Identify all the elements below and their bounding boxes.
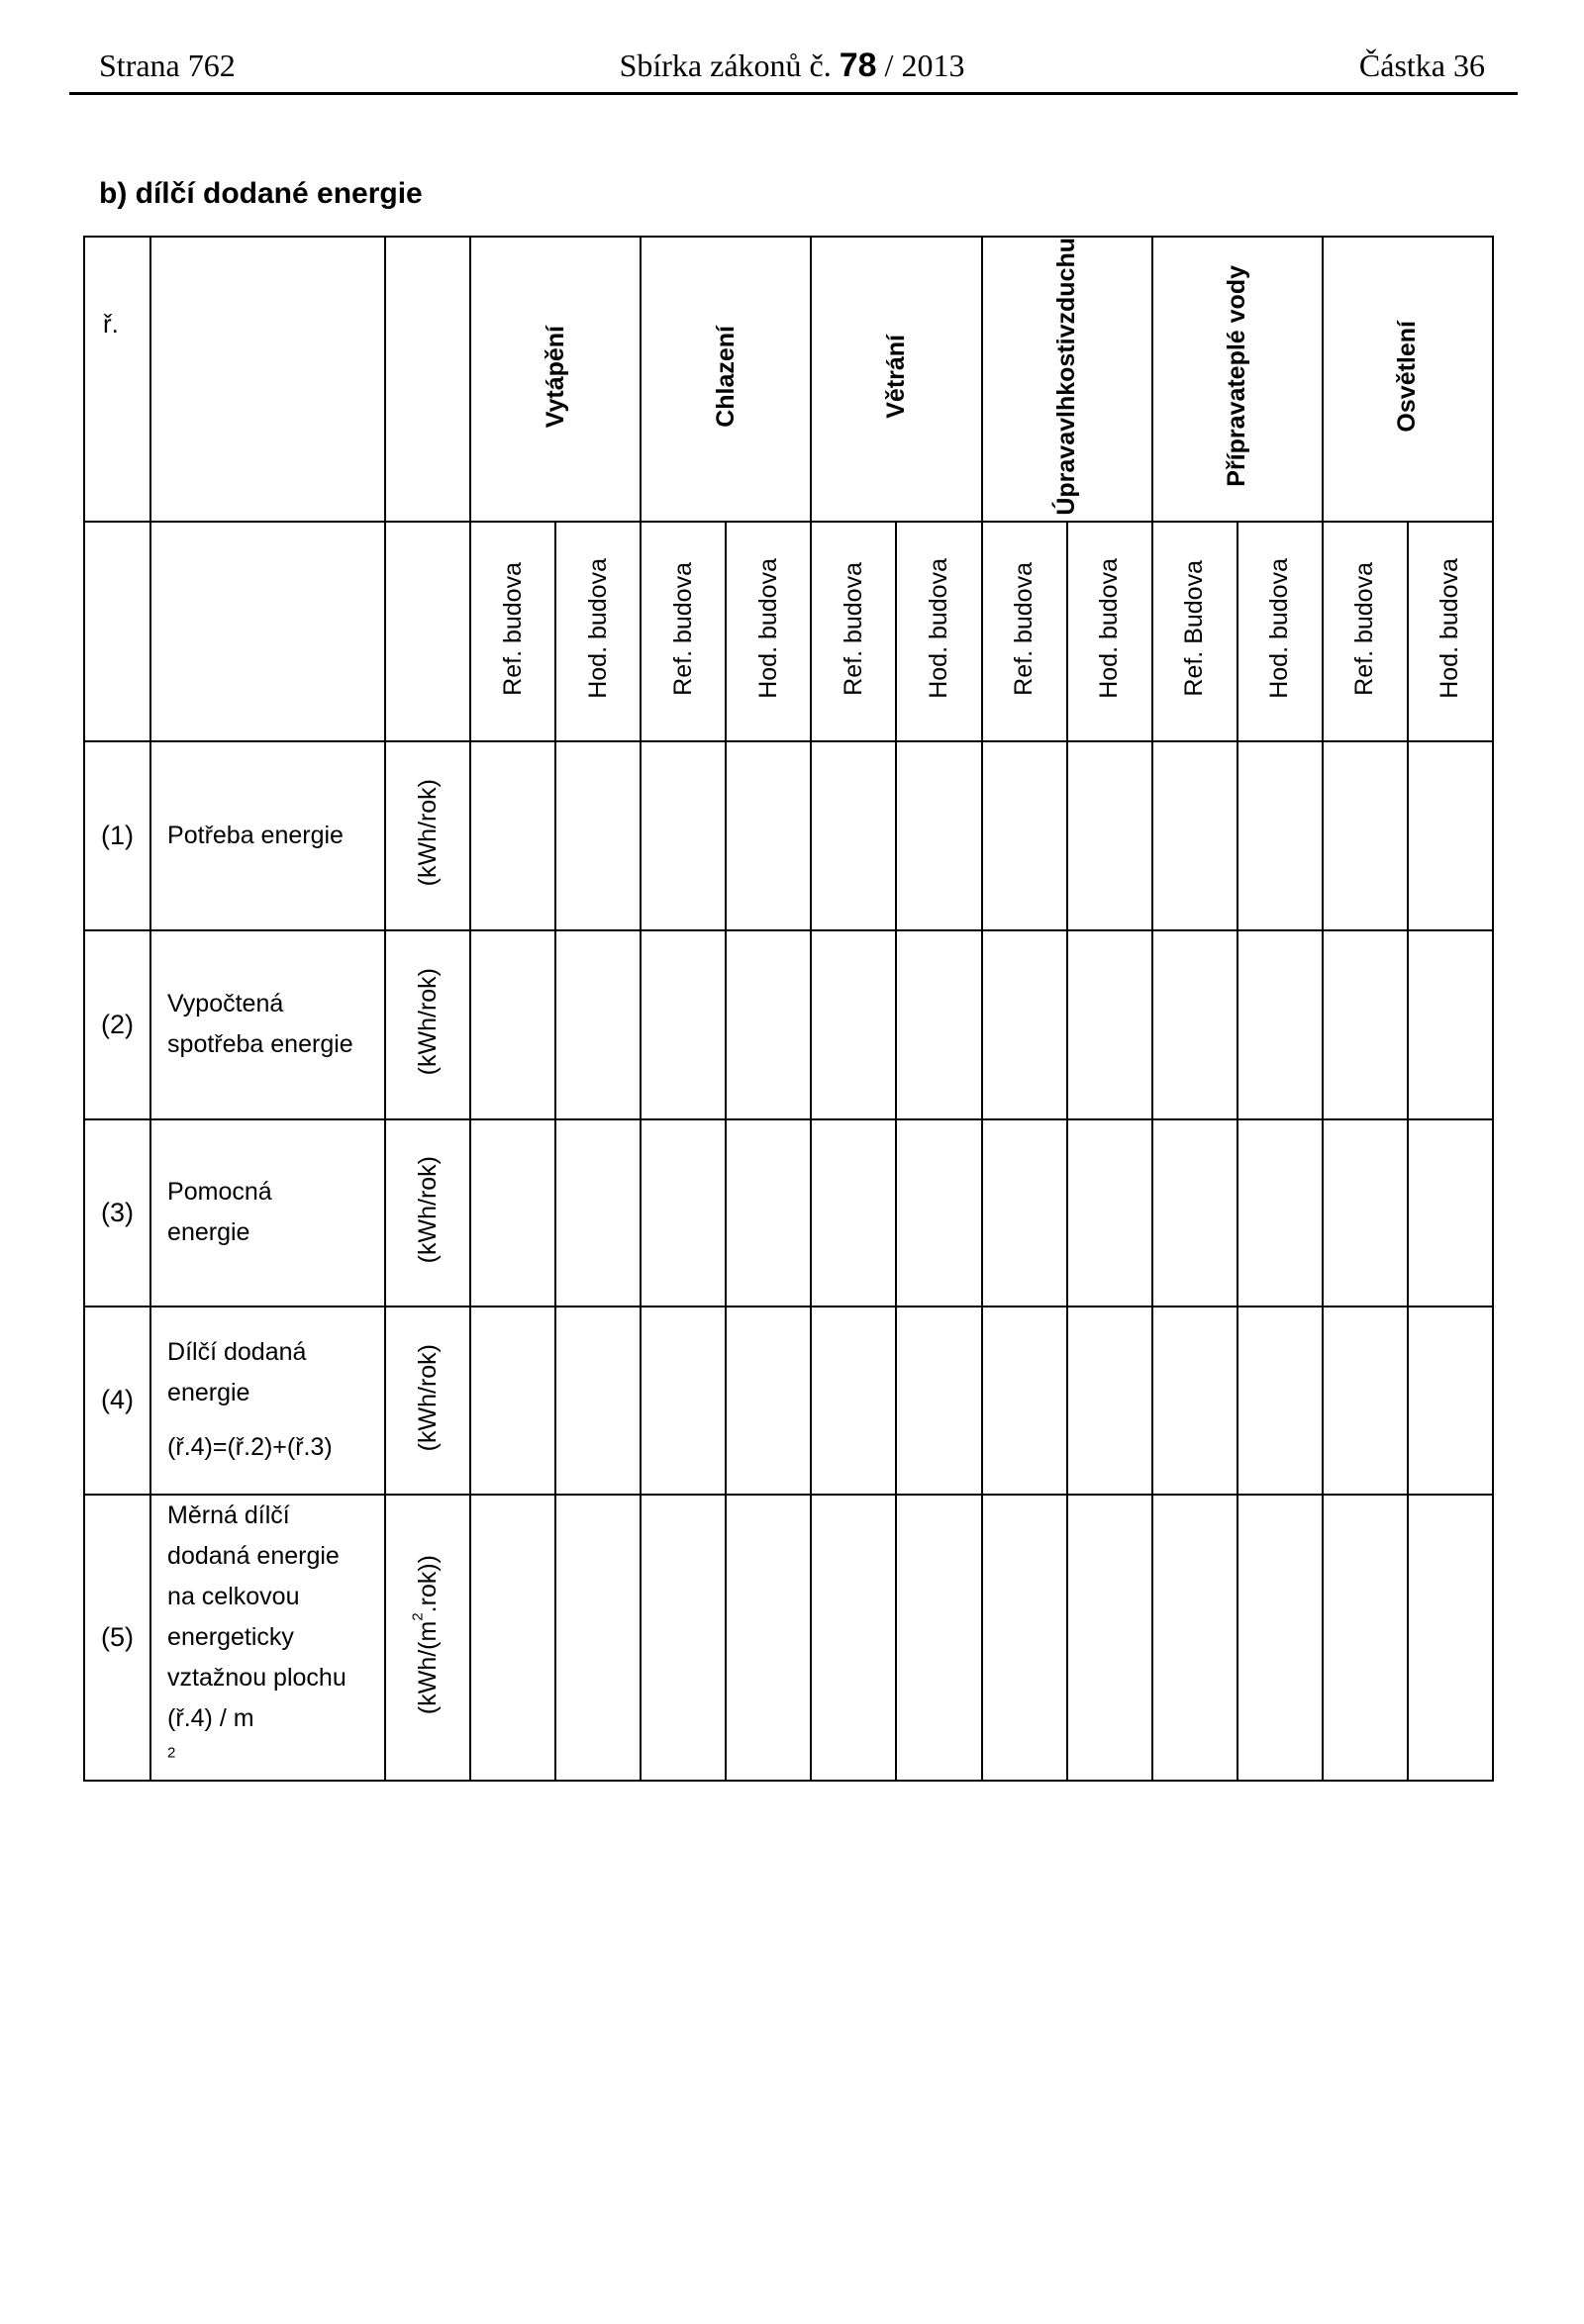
subheader-blank	[150, 522, 385, 741]
subheader-hod: Hod. budova	[896, 522, 981, 741]
value-cell[interactable]	[982, 1119, 1067, 1307]
value-cell[interactable]	[470, 1307, 555, 1495]
subheader-ref: Ref. budova	[1323, 522, 1408, 741]
table-row	[84, 930, 1493, 1119]
value-cell[interactable]	[1238, 741, 1323, 930]
value-cell[interactable]	[896, 1495, 981, 1781]
value-cell[interactable]	[1323, 930, 1408, 1119]
value-cell[interactable]	[555, 1307, 641, 1495]
row-label: Vypočtená spotřeba energie	[150, 930, 385, 1119]
value-cell[interactable]	[811, 1119, 896, 1307]
row-number: (3)	[84, 1119, 150, 1307]
energy-table	[83, 236, 1494, 1782]
value-cell[interactable]	[555, 741, 641, 930]
value-cell[interactable]	[1408, 741, 1493, 930]
value-cell[interactable]	[641, 1495, 726, 1781]
value-cell[interactable]	[1152, 1495, 1238, 1781]
subheader-ref: Ref. budova	[811, 522, 896, 741]
row-unit: (kWh/rok)	[385, 1307, 470, 1495]
value-cell[interactable]	[555, 930, 641, 1119]
row-unit: $(kWh/(m^2.rok))$	[385, 1495, 470, 1781]
value-cell[interactable]	[1323, 1119, 1408, 1307]
value-cell[interactable]	[1238, 1495, 1323, 1781]
value-cell[interactable]	[1152, 1119, 1238, 1307]
category-humidity: Úpravavlhkostivzduchu	[982, 237, 1152, 522]
category-hot-water: Přípravateplé vody	[1152, 237, 1323, 522]
value-cell[interactable]	[811, 1307, 896, 1495]
value-cell[interactable]	[1238, 1307, 1323, 1495]
law-number: 78	[839, 47, 877, 84]
page-header-left: Strana 762	[99, 48, 236, 83]
value-cell[interactable]	[811, 1495, 896, 1781]
collection-title: Sbírka zákonů č.	[619, 48, 832, 83]
label-header-blank	[150, 237, 385, 522]
subheader-blank	[385, 522, 470, 741]
category-heating: Vytápění	[470, 237, 641, 522]
value-cell[interactable]	[896, 930, 981, 1119]
value-cell[interactable]	[726, 741, 811, 930]
value-cell[interactable]	[726, 1119, 811, 1307]
subheader-hod: Hod. budova	[726, 522, 811, 741]
value-cell[interactable]	[555, 1495, 641, 1781]
value-cell[interactable]	[1323, 741, 1408, 930]
subheader-hod: Hod. budova	[1408, 522, 1493, 741]
value-cell[interactable]	[1408, 1495, 1493, 1781]
subheader-ref: Ref. Budova	[1152, 522, 1238, 741]
value-cell[interactable]	[1067, 1119, 1152, 1307]
row-number: (1)	[84, 741, 150, 930]
row-unit: (kWh/rok)	[385, 1119, 470, 1307]
category-ventilation: Větrání	[811, 237, 981, 522]
value-cell[interactable]	[470, 741, 555, 930]
value-cell[interactable]	[726, 1495, 811, 1781]
value-cell[interactable]	[982, 1495, 1067, 1781]
value-cell[interactable]	[982, 1307, 1067, 1495]
value-cell[interactable]	[1323, 1307, 1408, 1495]
row-number: (2)	[84, 930, 150, 1119]
subheader-hod: Hod. budova	[1238, 522, 1323, 741]
value-cell[interactable]	[1152, 930, 1238, 1119]
subheader-hod: Hod. budova	[1067, 522, 1152, 741]
table-row	[84, 1119, 1493, 1307]
subheader-ref: Ref. budova	[641, 522, 726, 741]
value-cell[interactable]	[726, 1307, 811, 1495]
value-cell[interactable]	[811, 930, 896, 1119]
header-divider	[69, 92, 1518, 95]
year: / 2013	[884, 48, 965, 83]
value-cell[interactable]	[641, 741, 726, 930]
value-cell[interactable]	[555, 1119, 641, 1307]
row-number: (5)	[84, 1495, 150, 1781]
value-cell[interactable]	[896, 741, 981, 930]
value-cell[interactable]	[641, 1119, 726, 1307]
section-title: b) dílčí dodané energie	[99, 177, 423, 210]
value-cell[interactable]	[982, 930, 1067, 1119]
subheader-row	[84, 522, 1493, 741]
value-cell[interactable]	[896, 1119, 981, 1307]
value-cell[interactable]	[1238, 1119, 1323, 1307]
value-cell[interactable]	[641, 1307, 726, 1495]
subheader-ref: Ref. budova	[982, 522, 1067, 741]
value-cell[interactable]	[1408, 1119, 1493, 1307]
value-cell[interactable]	[1238, 930, 1323, 1119]
page-header-center	[0, 44, 1584, 87]
page-header-right: Částka 36	[1358, 48, 1485, 83]
row-formula: (ř.4) / m $^2$	[167, 1703, 254, 1762]
category-lighting: Osvětlení	[1323, 237, 1493, 522]
value-cell[interactable]	[811, 741, 896, 930]
row-formula: (ř.4)=(ř.2)+(ř.3)	[167, 1433, 333, 1462]
row-label: Dílčí dodaná energie (ř.4)=(ř.2)+(ř.3)	[150, 1307, 385, 1495]
category-header-row	[84, 237, 1493, 522]
subheader-blank	[84, 522, 150, 741]
table-row	[84, 1495, 1493, 1781]
value-cell[interactable]	[1067, 1307, 1152, 1495]
row-number: (4)	[84, 1307, 150, 1495]
value-cell[interactable]	[1408, 930, 1493, 1119]
row-label: Měrná dílčí dodaná energie na celkovou energeticky vztažnou plochu (ř.4) / m $^2$	[150, 1495, 385, 1781]
value-cell[interactable]	[1067, 741, 1152, 930]
value-cell[interactable]	[1152, 1307, 1238, 1495]
row-label: Pomocná energie	[150, 1119, 385, 1307]
value-cell[interactable]	[982, 741, 1067, 930]
row-number-header: ř.	[84, 237, 150, 522]
row-unit: (kWh/rok)	[385, 930, 470, 1119]
value-cell[interactable]	[896, 1307, 981, 1495]
value-cell[interactable]	[1067, 930, 1152, 1119]
value-cell[interactable]	[1408, 1307, 1493, 1495]
unit-header-blank	[385, 237, 470, 522]
category-cooling: Chlazení	[641, 237, 811, 522]
value-cell[interactable]	[470, 930, 555, 1119]
table-row	[84, 741, 1493, 930]
value-cell[interactable]	[1152, 741, 1238, 930]
value-cell[interactable]	[1323, 1495, 1408, 1781]
value-cell[interactable]	[470, 1495, 555, 1781]
value-cell[interactable]	[1067, 1495, 1152, 1781]
row-label: Potřeba energie	[150, 741, 385, 930]
subheader-hod: Hod. budova	[555, 522, 641, 741]
value-cell[interactable]	[726, 930, 811, 1119]
value-cell[interactable]	[470, 1119, 555, 1307]
value-cell[interactable]	[641, 930, 726, 1119]
row-unit: (kWh/rok)	[385, 741, 470, 930]
subheader-ref: Ref. budova	[470, 522, 555, 741]
table-row	[84, 1307, 1493, 1495]
